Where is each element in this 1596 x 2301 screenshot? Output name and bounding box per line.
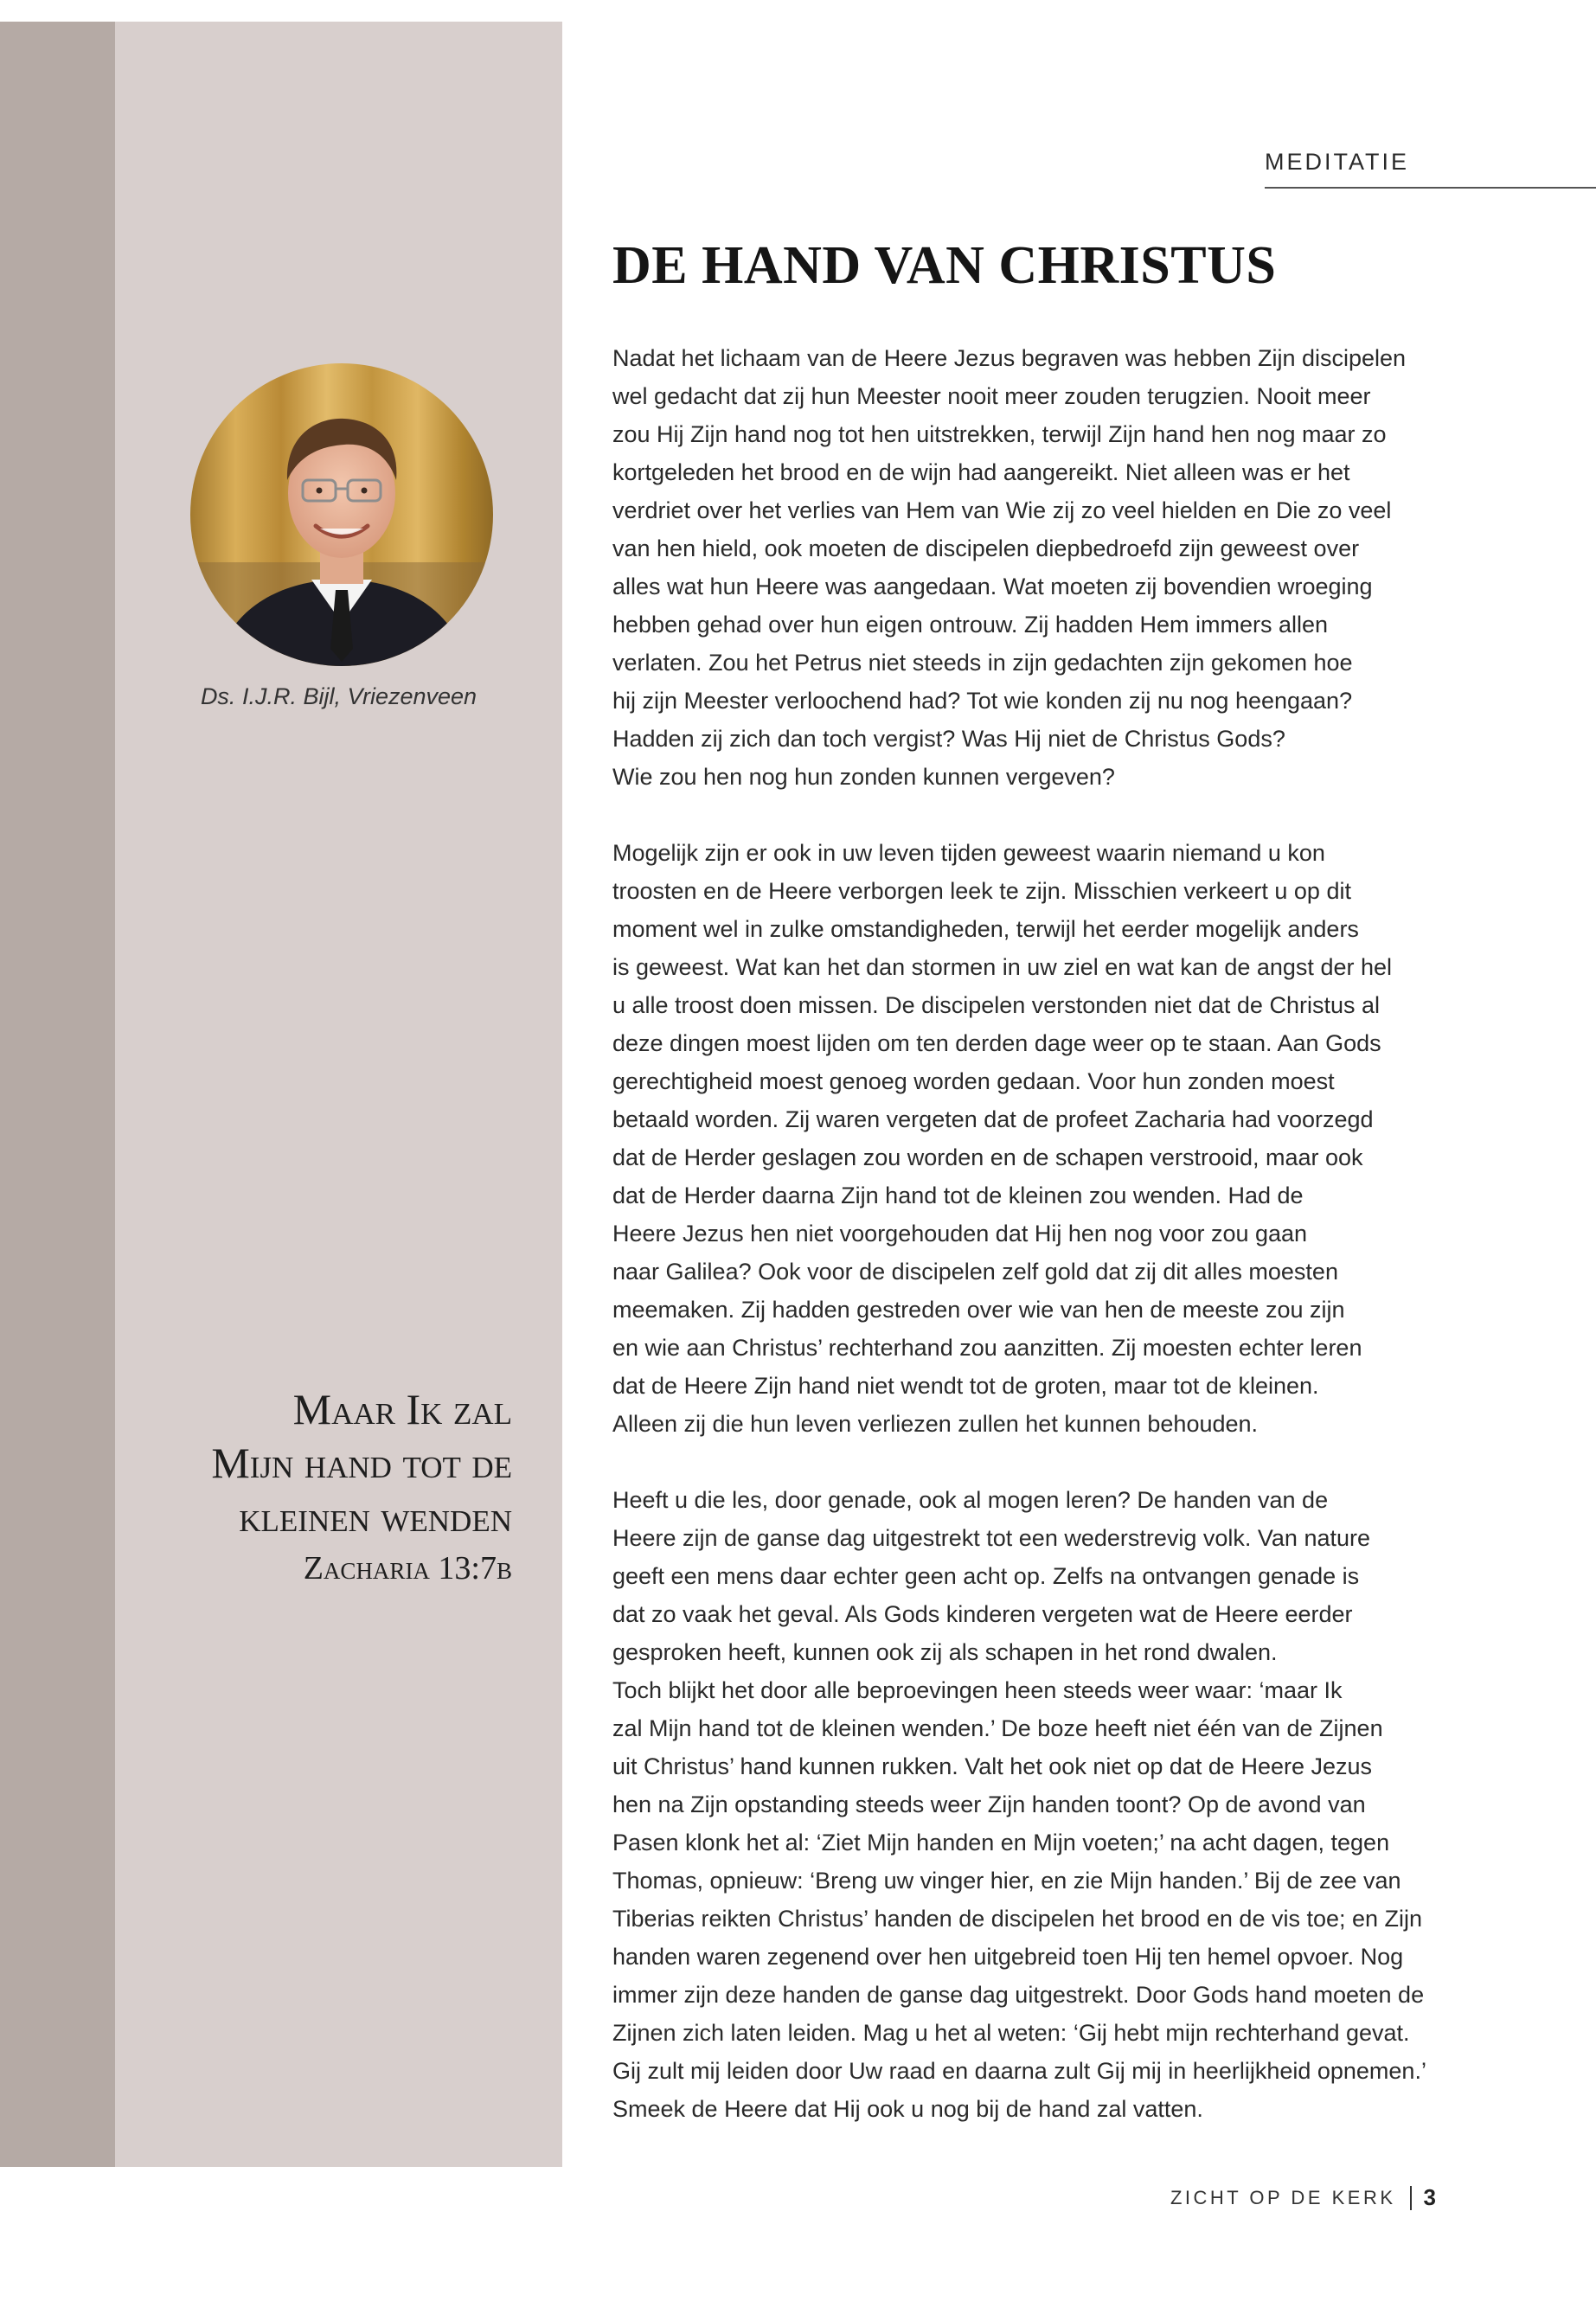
- text-line: kortgeleden het brood en de wijn had aangereikt. Niet alleen was er het: [612, 459, 1350, 485]
- pull-quote-line: Maar Ik zal: [292, 1385, 512, 1433]
- text-line: troosten en de Heere verborgen leek te zijn. Misschien verkeert u op dit: [612, 878, 1351, 904]
- pull-quote-reference: Zacharia 13:7b: [303, 1550, 512, 1586]
- text-line: Gij zult mij leiden door Uw raad en daarna zult Gij mij in heerlijkheid opnemen.’: [612, 2058, 1426, 2084]
- text-line: Thomas, opnieuw: ‘Breng uw vinger hier, en zie Mijn handen.’ Bij de zee van: [612, 1868, 1401, 1894]
- text-line: deze dingen moest lijden om ten derden dage weer op te staan. Aan Gods: [612, 1030, 1381, 1056]
- text-line: verdriet over het verlies van Hem van Wie zij zo veel hielden en Die zo veel: [612, 497, 1392, 523]
- text-line: Mogelijk zijn er ook in uw leven tijden geweest waarin niemand u kon: [612, 840, 1325, 866]
- text-line: dat de Heere Zijn hand niet wendt tot de groten, maar tot de kleinen.: [612, 1373, 1319, 1399]
- text-line: uit Christus’ hand kunnen rukken. Valt het ook niet op dat de Heere Jezus: [612, 1753, 1373, 1779]
- publication-name: ZICHT OP DE KERK: [1170, 2186, 1396, 2208]
- pull-quote-line: kleinen wenden: [239, 1492, 512, 1541]
- text-line: u alle troost doen missen. De discipelen verstonden niet dat de Christus al: [612, 992, 1380, 1018]
- text-line: zal Mijn hand tot de kleinen wenden.’ De boze heeft niet één van de Zijnen: [612, 1715, 1383, 1741]
- text-line: dat de Herder daarna Zijn hand tot de kleinen zou wenden. Had de: [612, 1183, 1304, 1208]
- text-line: Hadden zij zich dan toch vergist? Was Hij niet de Christus Gods?: [612, 726, 1285, 752]
- text-line: verlaten. Zou het Petrus niet steeds in zijn gedachten zijn gekomen hoe: [612, 650, 1353, 676]
- text-line: gerechtigheid moest genoeg worden gedaan. Voor hun zonden moest: [612, 1068, 1335, 1094]
- section-rule: [1265, 187, 1596, 189]
- text-line: Alleen zij die hun leven verliezen zullen het kunnen behouden.: [612, 1411, 1259, 1437]
- sidebar-panel: [115, 22, 562, 2167]
- text-line: moment wel in zulke omstandigheden, terwijl het eerder mogelijk anders: [612, 916, 1359, 942]
- text-line: gesproken heeft, kunnen ook zij als schapen in het rond dwalen.: [612, 1639, 1278, 1665]
- text-line: zou Hij Zijn hand nog tot hen uitstrekken, terwijl Zijn hand hen nog maar zo: [612, 421, 1387, 447]
- text-line: Smeek de Heere dat Hij ook u nog bij de hand zal vatten.: [612, 2096, 1203, 2122]
- page-footer: [1170, 2184, 1436, 2211]
- article-paragraph: [612, 834, 1482, 1443]
- text-line: dat de Herder geslagen zou worden en de schapen verstrooid, maar ook: [612, 1144, 1363, 1170]
- text-line: meemaken. Zij hadden gestreden over wie van hen de meeste zou zijn: [612, 1297, 1345, 1323]
- text-line: immer zijn deze handen de ganse dag uitgestrekt. Door Gods hand moeten de: [612, 1982, 1425, 2008]
- author-caption: Ds. I.J.R. Bijl, Vriezenveen: [200, 683, 478, 709]
- pull-quote: [130, 1382, 512, 1543]
- text-line: hen na Zijn opstanding steeds weer Zijn handen toont? Op de avond van: [612, 1791, 1366, 1817]
- text-line: Tiberias reikten Christus’ handen de discipelen het brood en de vis toe; en Zijn: [612, 1906, 1423, 1932]
- section-label: MEDITATIE: [1265, 149, 1409, 175]
- article-paragraph: [612, 339, 1482, 796]
- text-line: wel gedacht dat zij hun Meester nooit meer zouden terugzien. Nooit meer: [612, 383, 1371, 409]
- article-title: DE HAND VAN CHRISTUS: [612, 236, 1277, 295]
- page-number: 3: [1423, 2184, 1436, 2210]
- text-line: dat zo vaak het geval. Als Gods kinderen vergeten wat de Heere eerder: [612, 1601, 1353, 1627]
- footer-divider: [1410, 2186, 1412, 2210]
- text-line: Zijnen zich laten leiden. Mag u het al weten: ‘Gij hebt mijn rechterhand gevat.: [612, 2020, 1410, 2046]
- article-body: [612, 339, 1482, 2166]
- text-line: handen waren zegenend over hen uitgebreid toen Hij ten hemel opvoer. Nog: [612, 1944, 1404, 1970]
- text-line: geeft een mens daar echter geen acht op. Zelfs na ontvangen genade is: [612, 1563, 1360, 1589]
- pull-quote-line: Mijn hand tot de: [211, 1439, 512, 1487]
- text-line: betaald worden. Zij waren vergeten dat de profeet Zacharia had voorzegd: [612, 1106, 1374, 1132]
- text-line: naar Galilea? Ook voor de discipelen zelf gold dat zij dit alles moesten: [612, 1259, 1338, 1285]
- text-line: Nadat het lichaam van de Heere Jezus begraven was hebben Zijn discipelen: [612, 345, 1407, 371]
- text-line: hebben gehad over hun eigen ontrouw. Zij hadden Hem immers allen: [612, 612, 1329, 638]
- sidebar-accent-stripe: [0, 22, 115, 2167]
- text-line: Toch blijkt het door alle beproevingen heen steeds weer waar: ‘maar Ik: [612, 1677, 1343, 1703]
- text-line: Wie zou hen nog hun zonden kunnen vergeven?: [612, 764, 1115, 790]
- text-line: hij zijn Meester verloochend had? Tot wie konden zij nu nog heengaan?: [612, 688, 1353, 714]
- text-line: Heeft u die les, door genade, ook al mogen leren? De handen van de: [612, 1487, 1329, 1513]
- text-line: en wie aan Christus’ rechterhand zou aanzitten. Zij moesten echter leren: [612, 1335, 1362, 1361]
- author-photo: [190, 363, 493, 666]
- article-paragraph: [612, 1481, 1482, 2128]
- text-line: Pasen klonk het al: ‘Ziet Mijn handen en Mijn voeten;’ na acht dagen, tegen: [612, 1830, 1390, 1856]
- text-line: Heere zijn de ganse dag uitgestrekt tot een wederstrevig volk. Van nature: [612, 1525, 1371, 1551]
- text-line: Heere Jezus hen niet voorgehouden dat Hij hen nog voor zou gaan: [612, 1221, 1308, 1247]
- text-line: alles wat hun Heere was aangedaan. Wat moeten zij bovendien wroeging: [612, 574, 1373, 599]
- text-line: van hen hield, ook moeten de discipelen diepbedroefd zijn geweest over: [612, 535, 1360, 561]
- text-line: is geweest. Wat kan het dan stormen in uw ziel en wat kan de angst der hel: [612, 954, 1392, 980]
